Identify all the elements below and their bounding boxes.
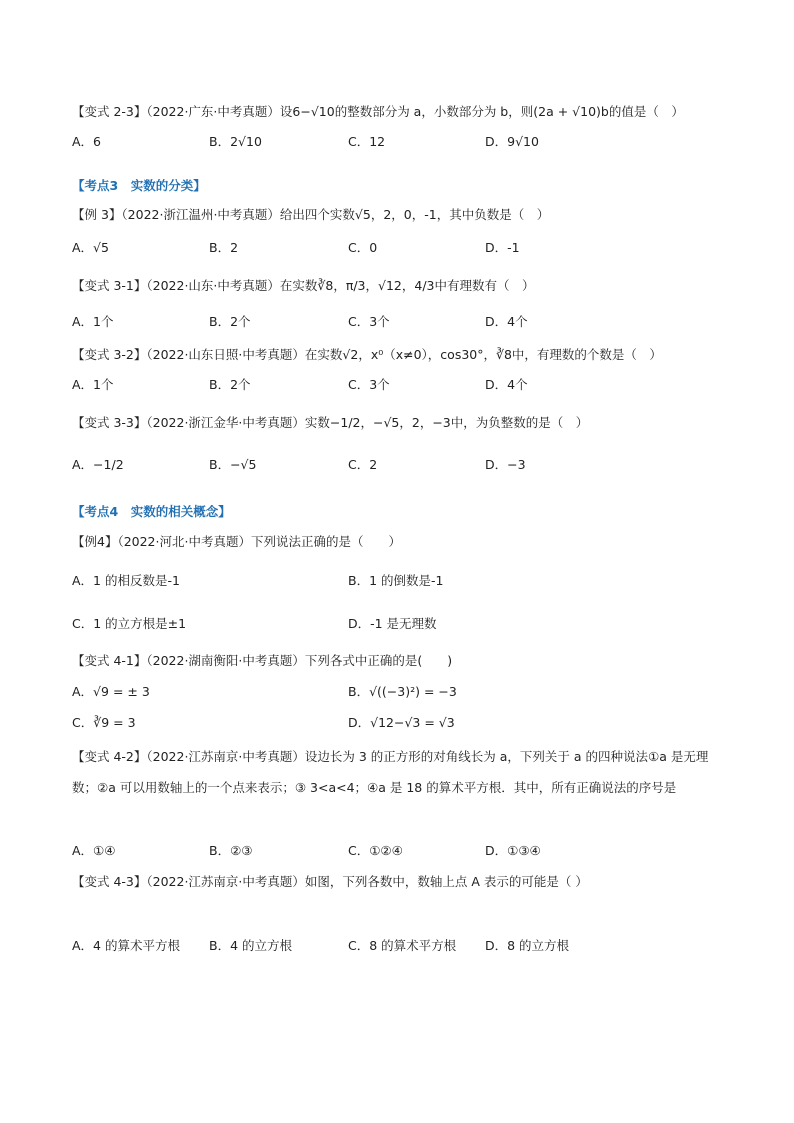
option-c: C．8 的算术平方根 <box>348 938 457 953</box>
option-d: D．-1 <box>485 240 520 255</box>
option-d: D．①③④ <box>485 843 541 858</box>
option-b: B．2 <box>209 240 239 255</box>
option-c: C．2 <box>348 457 378 472</box>
question-4-2-options <box>72 842 732 860</box>
example-4-stem: 【例4】（2022·河北·中考真题）下列说法正确的是（ ） <box>72 534 401 549</box>
option-a: A．4 的算术平方根 <box>72 938 180 953</box>
option-b: B．2√10 <box>209 134 262 149</box>
question-2-3-options <box>72 133 732 151</box>
example-4-options-row2 <box>72 615 732 633</box>
question-3-1-options <box>72 313 732 331</box>
option-c: C．①②④ <box>348 843 403 858</box>
option-d: D．-1 是无理数 <box>348 616 437 631</box>
option-c: C．3个 <box>348 377 390 392</box>
question-3-1-stem: 【变式 3-1】（2022·山东·中考真题）在实数∛8，π/3，√12，4/3中有理数有（ ） <box>72 278 535 293</box>
option-c: C．0 <box>348 240 378 255</box>
question-4-1-options-row2 <box>72 714 732 732</box>
question-3-2-stem: 【变式 3-2】（2022·山东日照·中考真题）在实数√2，x⁰（x≠0），cos30°，∛8中，有理数的个数是（ ） <box>72 347 662 362</box>
option-c: C．1 的立方根是±1 <box>72 616 187 631</box>
option-b: B．√((−3)²) = −3 <box>348 684 457 699</box>
option-b: B．−√5 <box>209 457 257 472</box>
option-a: A．−1/2 <box>72 457 124 472</box>
option-a: A．1个 <box>72 314 114 329</box>
option-d: D．−3 <box>485 457 526 472</box>
option-b: B．2个 <box>209 314 251 329</box>
option-a: A．①④ <box>72 843 116 858</box>
option-d: D．8 的立方根 <box>485 938 570 953</box>
option-a: A．1个 <box>72 377 114 392</box>
example-3-options <box>72 239 732 257</box>
option-d: D．4个 <box>485 314 528 329</box>
option-d: D．9√10 <box>485 134 539 149</box>
option-b: B．2个 <box>209 377 251 392</box>
option-b: B．②③ <box>209 843 253 858</box>
question-4-3-options <box>72 937 732 955</box>
section-title-3: 【考点3 实数的分类】 <box>72 178 206 193</box>
question-2-3-stem: 【变式 2-3】（2022·广东·中考真题）设6−√10的整数部分为 a，小数部分为 b，则(2a + √10)b的值是（ ） <box>72 104 684 119</box>
section-title-4: 【考点4 实数的相关概念】 <box>72 504 231 519</box>
option-a: A．6 <box>72 134 102 149</box>
option-d: D．4个 <box>485 377 528 392</box>
option-b: B．4 的立方根 <box>209 938 293 953</box>
option-d: D．√12−√3 = √3 <box>348 715 455 730</box>
example-4-options-row1 <box>72 572 732 590</box>
question-3-2-options <box>72 376 732 394</box>
option-b: B．1 的倒数是-1 <box>348 573 444 588</box>
question-3-3-stem: 【变式 3-3】（2022·浙江金华·中考真题）实数−1/2，−√5，2，−3中，为负整数的是（ ） <box>72 415 589 430</box>
option-c: C．12 <box>348 134 386 149</box>
question-4-2-stem: 【变式 4-2】（2022·江苏南京·中考真题）设边长为 3 的正方形的对角线长为 a，下列关于 a 的四种说法①a 是无理数；②a 可以用数轴上的一个点来表示；③ 3<a<4；④a 是 18 的算术平方根．其中，所有正确说法的序号是 <box>72 749 709 795</box>
question-4-1-options-row1 <box>72 683 732 701</box>
question-3-3-options <box>72 456 732 474</box>
option-a: A．1 的相反数是-1 <box>72 573 180 588</box>
option-a: A．√5 <box>72 240 109 255</box>
question-4-3-stem: 【变式 4-3】（2022·江苏南京·中考真题）如图，下列各数中，数轴上点 A 表示的可能是（ ） <box>72 874 588 889</box>
option-c: C．∛9 = 3 <box>72 715 136 730</box>
question-4-1-stem: 【变式 4-1】（2022·湖南衡阳·中考真题）下列各式中正确的是( ) <box>72 653 453 668</box>
option-a: A．√9 = ± 3 <box>72 684 150 699</box>
example-3-stem: 【例 3】（2022·浙江温州·中考真题）给出四个实数√5，2，0，-1，其中负数是（ ） <box>72 207 550 222</box>
option-c: C．3个 <box>348 314 390 329</box>
